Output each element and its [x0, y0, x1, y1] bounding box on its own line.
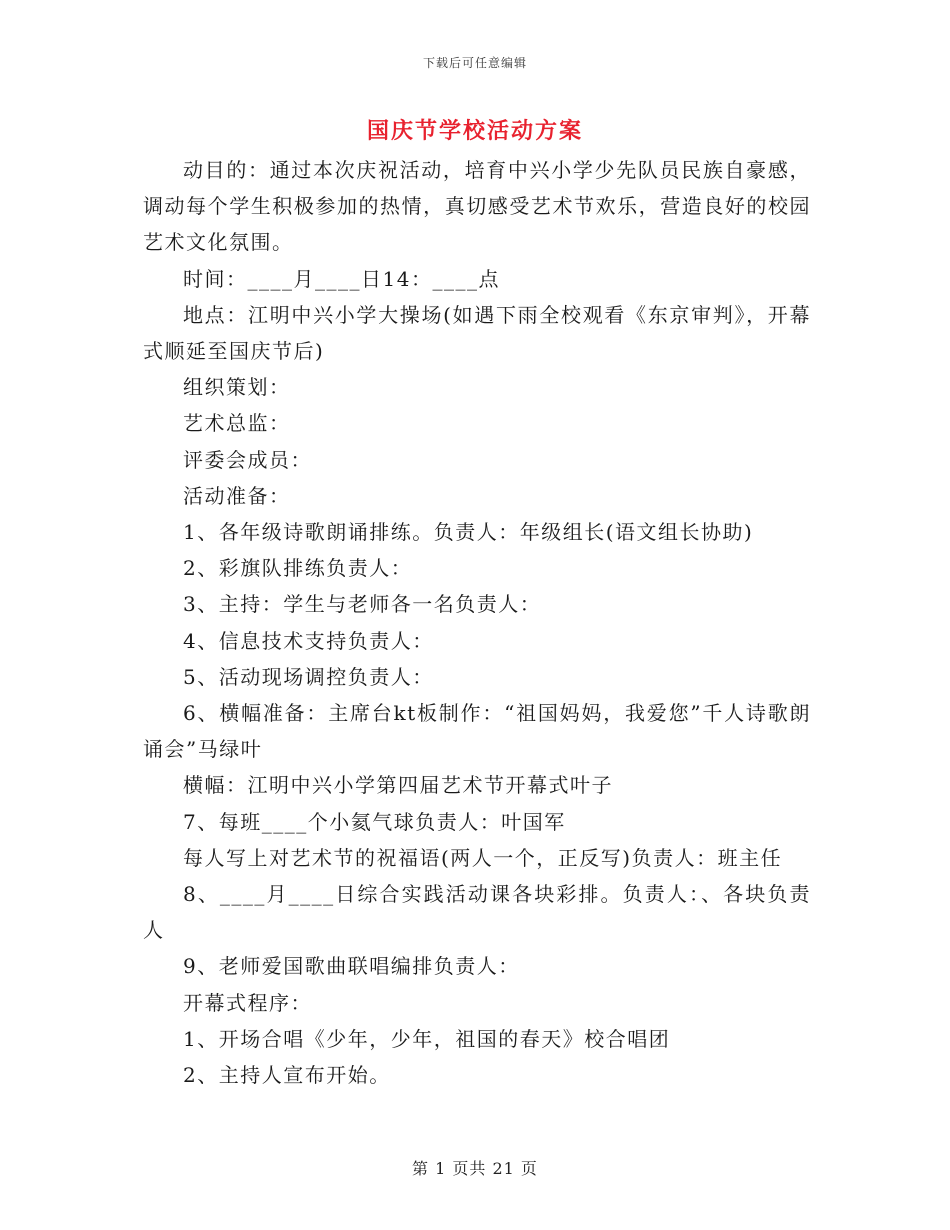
paragraph-organizer: 组织策划：: [183, 375, 291, 400]
paragraph-item-8: 8、____月____日综合实践活动课各块彩排。负责人：、各块负责人: [143, 882, 811, 943]
paragraph-ceremony-2: 2、主持人宣布开始。: [183, 1063, 391, 1088]
paragraph-banner: 横幅：江明中兴小学第四届艺术节开幕式叶子: [183, 773, 613, 798]
paragraph-blessings: 每人写上对艺术节的祝福语(两人一个，正反写)负责人：班主任: [183, 845, 783, 870]
paragraph-ceremony-1: 1、开场合唱《少年，少年，祖国的春天》校合唱团: [183, 1026, 671, 1051]
paragraph-item-7: 7、每班____个小氦气球负责人：叶国军: [183, 809, 566, 834]
page-header: 下载后可任意编辑: [422, 56, 527, 70]
paragraph-time: 时间：____月____日14：____点: [183, 266, 500, 291]
paragraph-item-2: 2、彩旗队排练负责人：: [183, 556, 413, 581]
paragraph-item-1: 1、各年级诗歌朗诵排练。负责人：年级组长(语文组长协助): [183, 520, 754, 545]
page-footer: 第 1 页共 21 页: [412, 1159, 538, 1178]
document-body: [143, 152, 811, 1093]
paragraph-purpose: 动目的：通过本次庆祝活动，培育中兴小学少先队员民族自豪感，调动每个学生积极参加的热情，真切感受艺术节欢乐，营造良好的校园艺术文化氛围。: [143, 158, 811, 255]
paragraph-item-4: 4、信息技术支持负责人：: [183, 628, 434, 653]
paragraph-location: 地点：江明中兴小学大操场(如遇下雨全校观看《东京审判》，开幕式顺延至国庆节后): [143, 302, 811, 364]
paragraph-item-6: 6、横幅准备：主席台kt板制作：“祖国妈妈，我爱您”千人诗歌朗诵会”马绿叶: [143, 701, 811, 762]
paragraph-art-director: 艺术总监：: [183, 411, 291, 436]
paragraph-item-3: 3、主持：学生与老师各一名负责人：: [183, 592, 542, 617]
document-title: 国庆节学校活动方案: [366, 118, 583, 144]
paragraph-item-5: 5、活动现场调控负责人：: [183, 664, 434, 689]
paragraph-item-9: 9、老师爱国歌曲联唱编排负责人：: [183, 954, 520, 979]
paragraph-preparation-heading: 活动准备：: [183, 483, 291, 508]
paragraph-ceremony-heading: 开幕式程序：: [183, 990, 312, 1015]
paragraph-judges: 评委会成员：: [183, 447, 312, 472]
